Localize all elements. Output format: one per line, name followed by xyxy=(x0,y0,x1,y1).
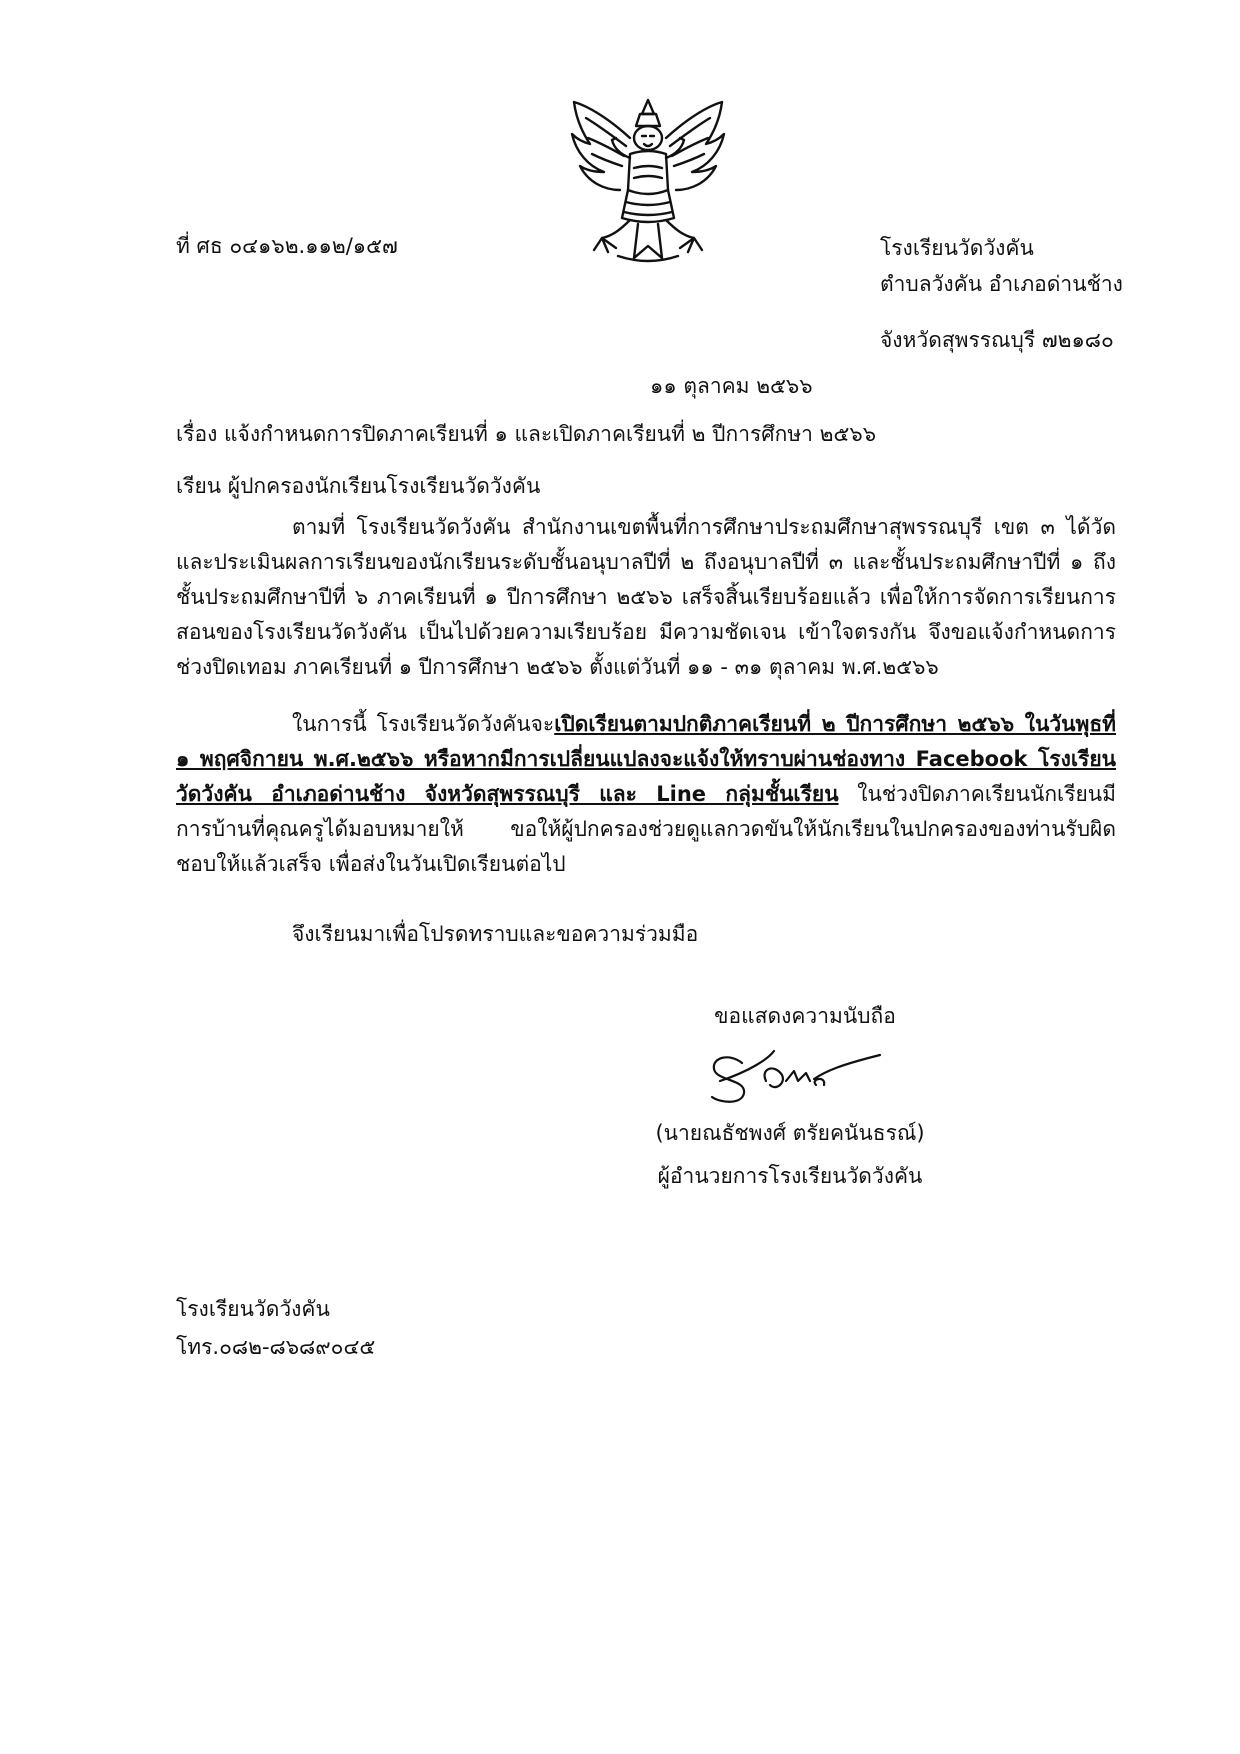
footer-contact xyxy=(176,1290,375,1366)
letter-date: ๑๑ ตุลาคม ๒๕๖๖ xyxy=(650,374,813,398)
address-line-school: โรงเรียนวัดวังคัน xyxy=(880,236,1034,260)
closing-line: จึงเรียนมาเพื่อโปรดทราบและขอความร่วมมือ xyxy=(292,922,699,946)
signer-title: ผู้อำนวยการโรงเรียนวัดวังคัน xyxy=(657,1164,923,1188)
sender-address xyxy=(880,230,1123,358)
paragraph-2-tail: ในช่วงปิดภาคเรียนนักเรียนมีการบ้านที่คุณครูได้มอบหมายให้ ขอให้ผู้ปกครองช่วยดูแลกวดขันให้นักเรียนในปกครองของท่านรับผิดชอบให้แล้วเสร็จ เพื่อส่งในวันเปิดเรียนต่อไป xyxy=(176,782,1116,876)
body-paragraph-2 xyxy=(176,707,1116,882)
letter-salutation: เรียน ผู้ปกครองนักเรียนโรงเรียนวัดวังคัน xyxy=(176,474,541,498)
address-line-province: จังหวัดสุพรรณบุรี ๗๒๑๘๐ xyxy=(880,328,1114,352)
regards-text: ขอแสดงความนับถือ xyxy=(714,1004,896,1028)
signature-block xyxy=(620,1000,960,1193)
body-paragraph-1: ตามที่ โรงเรียนวัดวังคัน สำนักงานเขตพื้นที่การศึกษาประถมศึกษาสุพรรณบุรี เขต ๓ ได้วัดและประเมินผลการเรียนของนักเรียนระดับชั้นอนุบาลปีที่ ๒ ถึงอนุบาลปีที่ ๓ และชั้นประถมศึกษาปีที่ ๑ ถึงชั้นประถมศึกษาปีที่ ๖ ภาคเรียนที่ ๑ ปีการศึกษา ๒๕๖๖ เสร็จสิ้นเรียบร้อยแล้ว เพื่อให้การจัดการเรียนการสอนของโรงเรียนวัดวังคัน เป็นไปด้วยความเรียบร้อย มีความชัดเจน เข้าใจตรงกัน จึงขอแจ้งกำหนดการช่วงปิดเทอม ภาคเรียนที่ ๑ ปีการศึกษา ๒๕๖๖ ตั้งแต่วันที่ ๑๑ - ๓๑ ตุลาคม พ.ศ.๒๕๖๖ xyxy=(176,515,1116,679)
letter-subject: เรื่อง แจ้งกำหนดการปิดภาคเรียนที่ ๑ และเปิดภาคเรียนที่ ๒ ปีการศึกษา ๒๕๖๖ xyxy=(176,422,877,446)
paragraph-2-emphasis: เปิดเรียนตามปกติภาคเรียนที่ ๒ ปีการศึกษา ๒๕๖๖ ในวันพุธที่ ๑ พฤศจิกายน พ.ศ.๒๕๖๖ หรือหากมีการเปลี่ยนแปลงจะแจ้งให้ทราบผ่านช่องทาง Facebook โรงเรียนวัดวังคัน อำเภอด่านช้าง จังหวัดสุพรรณบุรี และ Line กลุ่มชั้นเรียน xyxy=(176,712,1116,806)
footer-phone: โทร.๐๘๒-๘๖๘๙๐๔๕ xyxy=(176,1335,376,1359)
paragraph-2-lead: ในการนี้ โรงเรียนวัดวังคันจะ xyxy=(292,712,555,736)
garuda-emblem-icon xyxy=(568,98,728,266)
handwritten-signature-icon xyxy=(690,1041,890,1111)
address-line-district: ตำบลวังคัน อำเภอด่านช้าง xyxy=(880,272,1123,296)
footer-organization: โรงเรียนวัดวังคัน xyxy=(176,1297,330,1321)
reference-number: ที่ ศธ ๐๔๑๖๒.๑๑๒/๑๕๗ xyxy=(176,234,398,258)
signer-name: (นายณธัชพงศ์ ตรัยคนันธรณ์) xyxy=(655,1121,925,1145)
